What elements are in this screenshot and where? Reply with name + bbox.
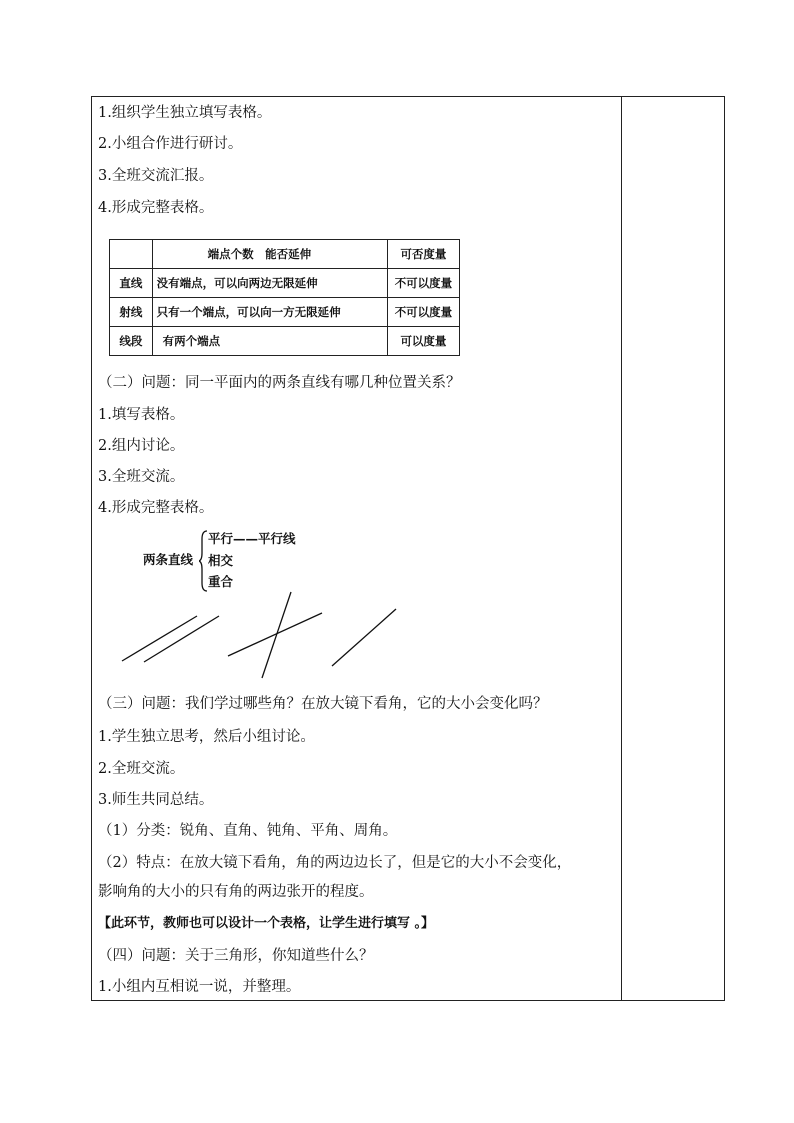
text-line: 4.形成完整表格。 bbox=[98, 500, 214, 516]
table-row bbox=[110, 327, 460, 356]
text-line: 2.组内讨论。 bbox=[98, 438, 185, 454]
parallel-line-2 bbox=[144, 616, 219, 662]
coincide-line bbox=[332, 609, 396, 666]
text-line: 2.小组合作进行研讨。 bbox=[98, 136, 243, 152]
table-cell: 只有一个端点，可以向一方无限延伸 bbox=[152, 298, 387, 327]
table-cell: 直线 bbox=[110, 269, 153, 298]
text-line: （1）分类：锐角、直角、钝角、平角、周角。 bbox=[98, 823, 398, 839]
diagram-label: 两条直线 bbox=[143, 552, 194, 567]
table-cell: 不可以度量 bbox=[387, 269, 459, 298]
table-cell: 不可以度量 bbox=[387, 298, 459, 327]
text-line: 3.师生共同总结。 bbox=[98, 792, 214, 808]
line-properties-table bbox=[109, 239, 460, 356]
table-cell: 可以度量 bbox=[387, 327, 459, 356]
table-cell: 线段 bbox=[110, 327, 153, 356]
text-line: 1.组织学生独立填写表格。 bbox=[98, 105, 272, 121]
diagram-intersect: 相交 bbox=[208, 553, 234, 568]
intersect-line-2 bbox=[262, 592, 291, 678]
table-cell: 射线 bbox=[110, 298, 153, 327]
text-line: 1.填写表格。 bbox=[98, 407, 185, 423]
text-line: 1.小组内互相说一说，并整理。 bbox=[98, 979, 301, 995]
text-line: （四）问题：关于三角形，你知道些什么？ bbox=[98, 948, 374, 964]
text-line: 1.学生独立思考，然后小组讨论。 bbox=[98, 729, 315, 745]
table-cell bbox=[110, 240, 153, 269]
text-line: 3.全班交流。 bbox=[98, 469, 185, 485]
text-line: 影响角的大小的只有角的两边张开的程度。 bbox=[98, 884, 374, 900]
text-line: 4.形成完整表格。 bbox=[98, 200, 214, 216]
table-row bbox=[110, 298, 460, 327]
text-line: （三）问题：我们学过哪些角？在放大镜下看角，它的大小会变化吗？ bbox=[98, 696, 548, 712]
diagram-parallel: 平行——平行线 bbox=[208, 531, 296, 546]
intersect-line-1 bbox=[228, 613, 322, 656]
teacher-note: 【此环节，教师也可以设计一个表格，让学生进行填写 。】 bbox=[98, 916, 435, 931]
diagram-coincide: 重合 bbox=[208, 574, 234, 589]
line-illustrations bbox=[110, 588, 410, 680]
text-line: （二）问题：同一平面内的两条直线有哪几种位置关系？ bbox=[98, 375, 461, 391]
table-row bbox=[110, 269, 460, 298]
text-line: （2）特点：在放大镜下看角，角的两边边长了，但是它的大小不会变化， bbox=[98, 855, 572, 871]
table-cell: 端点个数 能否延伸 bbox=[152, 240, 387, 269]
table-cell: 可否度量 bbox=[387, 240, 459, 269]
text-line: 3.全班交流汇报。 bbox=[98, 168, 214, 184]
parallel-line-1 bbox=[122, 616, 197, 661]
table-cell: 有两个端点 bbox=[152, 327, 387, 356]
text-line: 2.全班交流。 bbox=[98, 761, 185, 777]
table-header-row bbox=[110, 240, 460, 269]
column-divider bbox=[621, 96, 622, 1001]
table-cell: 没有端点，可以向两边无限延伸 bbox=[152, 269, 387, 298]
